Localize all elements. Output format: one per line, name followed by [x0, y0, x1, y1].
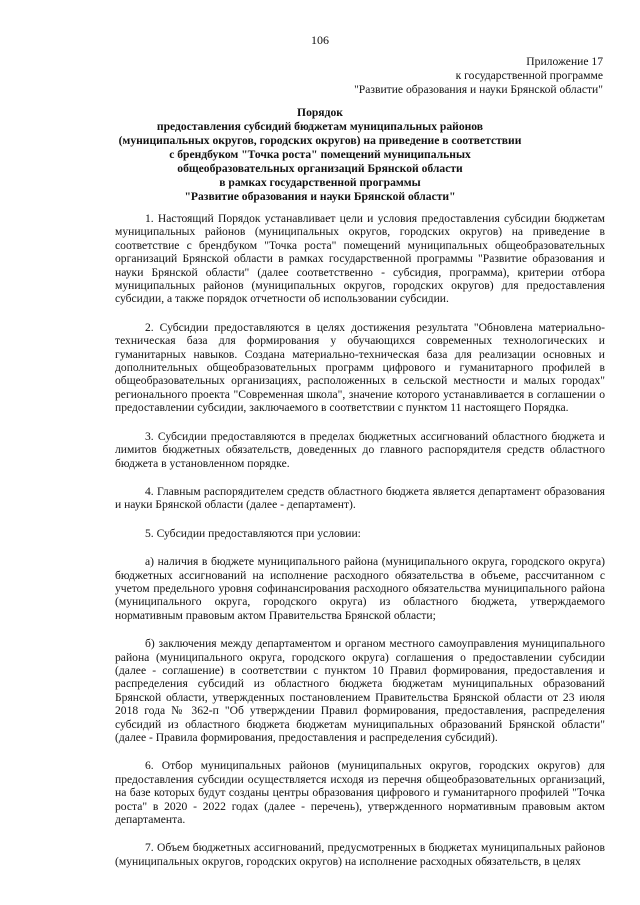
paragraph-2: 2. Субсидии предоставляются в целях достижения результата "Обновлена материально-техническая база для формирования у обучающихся современных технологических и гуманитарных навыков. Создана материально-техническая база для реализации основных и дополнительных общеобразовательных программ цифрового и гуманитарного профилей в общеобразовательных организациях, расположенных в сельской местности и малых городах" регионального проекта "Современная школа", значение которого устанавливается в соглашении о предоставлении субсидии, заключаемого в соответствии с пунктом 11 настоящего Порядка. — [115, 320, 605, 415]
appendix-header — [354, 55, 603, 97]
paragraph-7: 7. Объем бюджетных ассигнований, предусмотренных в бюджетах муниципальных районов (муниципальных округов, городских округов) на исполнение расходных обязательств, в целях — [115, 841, 605, 868]
appendix-line: к государственной программе — [455, 69, 603, 82]
document-body — [115, 212, 605, 880]
title-line: общеобразовательных организаций Брянской области — [177, 162, 463, 175]
appendix-line: "Развитие образования и науки Брянской области" — [354, 83, 603, 96]
paragraph-6: 6. Отбор муниципальных районов (муниципальных округов, городских округов) для предоставления субсидии осуществляется исходя из перечня общеобразовательных организаций, на базе которых будут созданы центры образования цифрового и гуманитарного профилей "Точка роста" в 2020 - 2022 годах (далее - перечень), утвержденного нормативным правовым актом департамента. — [115, 759, 605, 827]
title-line: с брендбуком "Точка роста" помещений муниципальных — [169, 148, 471, 161]
title-line: предоставления субсидий бюджетам муниципальных районов — [156, 120, 484, 133]
paragraph-3: 3. Субсидии предоставляются в пределах бюджетных ассигнований областного бюджета и лимитов бюджетных обязательств, доведенных до главного распорядителя средств областного бюджета в установленном порядке. — [115, 429, 605, 470]
paragraph-1: 1. Настоящий Порядок устанавливает цели и условия предоставления субсидии бюджетам муниципальных районов (муниципальных округов, городских округов) на приведение в соответствие с брендбуком "Точка роста" помещений муниципальных общеобразовательных организаций Брянской области в рамках государственной программы "Развитие образования и науки Брянской области" (далее соответственно - субсидия, программа), критерии отбора муниципальных районов (муниципальных округов, городских округов) для предоставления субсидии, а также порядок отчетности об использовании субсидии. — [115, 212, 605, 306]
appendix-line: Приложение 17 — [526, 55, 603, 68]
paragraph-5b: б) заключения между департаментом и органом местного самоуправления муниципального района (муниципального округа, городского округа) соглашения о предоставлении субсидии (далее - соглашение) в соответствии с пунктом 10 Правил формирования, предоставления и распределения субсидий из областного бюджета бюджетам муниципальных образований Брянской области, утвержденных постановлением Правительства Брянской области от 23 июля 2018 года № 362-п "Об утверждении Правил формирования, предоставления, распределения субсидий из областного бюджета бюджетам муниципальных образований Брянской области" (далее - Правила формирования, предоставления и распределения субсидий). — [115, 637, 605, 744]
paragraph-5a: а) наличия в бюджете муниципального района (муниципального округа, городского округа) бюджетных ассигнований на исполнение расходного обязательства в объеме, рассчитанном с учетом предельного уровня софинансирования расходного обязательства муниципального района (муниципального округа, городского округа) из областного бюджета, утверждаемого нормативным правовым актом Правительства Брянской области; — [115, 555, 605, 622]
title-line: Порядок — [297, 106, 343, 119]
document-title — [110, 106, 530, 204]
title-line: (муниципальных округов, городских округов) на приведение в соответствии — [118, 134, 522, 147]
page-number: 106 — [311, 33, 329, 47]
title-line: в рамках государственной программы — [219, 176, 421, 189]
paragraph-5: 5. Субсидии предоставляются при условии: — [145, 526, 361, 540]
title-line: "Развитие образования и науки Брянской области" — [184, 190, 456, 203]
paragraph-4: 4. Главным распорядителем средств областного бюджета является департамент образования и науки Брянской области (далее - департамент). — [115, 484, 605, 512]
